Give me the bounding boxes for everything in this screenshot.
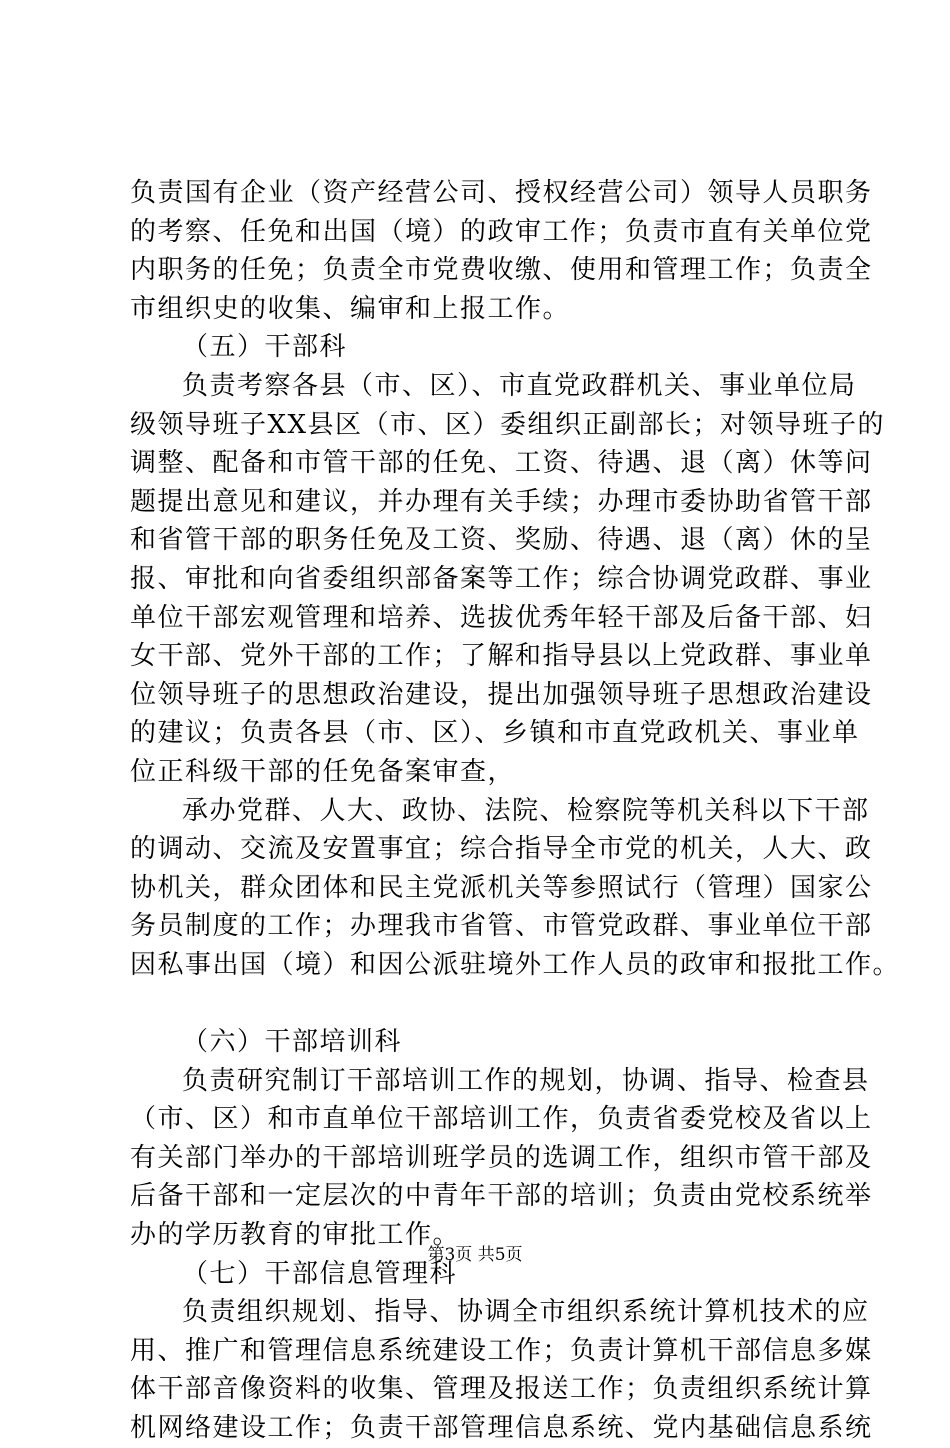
text-line: 机网络建设工作；负责干部管理信息系统、党内基础信息系统 — [130, 1413, 873, 1443]
text-line: 务员制度的工作；办理我市省管、市管党政群、事业单位干部 — [130, 911, 873, 942]
text-line: 的建议；负责各县（市、区）、乡镇和市直党政机关、事业单 — [130, 718, 860, 749]
text-line: 因私事出国（境）和因公派驻境外工作人员的政审和报批工作。 — [130, 949, 901, 980]
text-line: 体干部音像资料的收集、管理及报送工作；负责组织系统计算 — [130, 1374, 873, 1405]
text-line: 调整、配备和市管干部的任免、工资、待遇、退（离）休等问 — [130, 448, 873, 479]
text-line: 的考察、任免和出国（境）的政审工作；负责市直有关单位党 — [130, 216, 873, 247]
text-line: 承办党群、人大、政协、法院、检察院等机关科以下干部 — [182, 795, 870, 826]
text-line: 和省管干部的职务任免及工资、奖励、待遇、退（离）休的呈 — [130, 525, 873, 556]
text-line: 位领导班子的思想政治建设，提出加强领导班子思想政治建设 — [130, 679, 873, 710]
text-line: （市、区）和市直单位干部培训工作，负责省委党校及省以上 — [130, 1104, 873, 1135]
text-line: 用、推广和管理信息系统建设工作；负责计算机干部信息多媒 — [130, 1335, 873, 1366]
text-line: 女干部、党外干部的工作；了解和指导县以上党政群、事业单 — [130, 641, 873, 672]
text-line: 市组织史的收集、编审和上报工作。 — [130, 293, 571, 324]
text-line: 有关部门举办的干部培训班学员的选调工作，组织市管干部及 — [130, 1142, 873, 1173]
section-heading: （七）干部信息管理科 — [182, 1258, 458, 1289]
text-line: 后备干部和一定层次的中青年干部的培训；负责由党校系统举 — [130, 1181, 873, 1212]
section-heading: （五）干部科 — [182, 332, 348, 363]
text-line: 报、审批和向省委组织部备案等工作；综合协调党政群、事业 — [130, 563, 873, 594]
section-heading: （六）干部培训科 — [182, 1027, 403, 1058]
text-line: 级领导班子XX县区（市、区）委组织正副部长；对领导班子的 — [130, 409, 886, 440]
text-line: 的调动、交流及安置事宜；综合指导全市党的机关，人大、政 — [130, 834, 873, 865]
page-footer: 第3页 共5页 — [427, 1245, 523, 1265]
text-line: 内职务的任免；负责全市党费收缴、使用和管理工作；负责全 — [130, 255, 873, 286]
text-line: 负责考察各县（市、区）、市直党政群机关、事业单位局 — [182, 370, 857, 401]
text-line: 负责研究制订干部培训工作的规划，协调、指导、检查县 — [182, 1065, 870, 1096]
blank-line — [130, 984, 835, 1023]
text-line: 题提出意见和建议，并办理有关手续；办理市委协助省管干部 — [130, 486, 873, 517]
text-line: 负责组织规划、指导、协调全市组织系统计算机技术的应 — [182, 1297, 870, 1328]
text-line: 单位干部宏观管理和培养、选拔优秀年轻干部及后备干部、妇 — [130, 602, 873, 633]
text-line: 协机关，群众团体和民主党派机关等参照试行（管理）国家公 — [130, 872, 873, 903]
text-line: 办的学历教育的审批工作。 — [130, 1220, 461, 1251]
text-line: 位正科级干部的任免备案审查， — [130, 756, 516, 787]
text-line: 负责国有企业（资产经营公司、授权经营公司）领导人员职务 — [130, 178, 873, 208]
